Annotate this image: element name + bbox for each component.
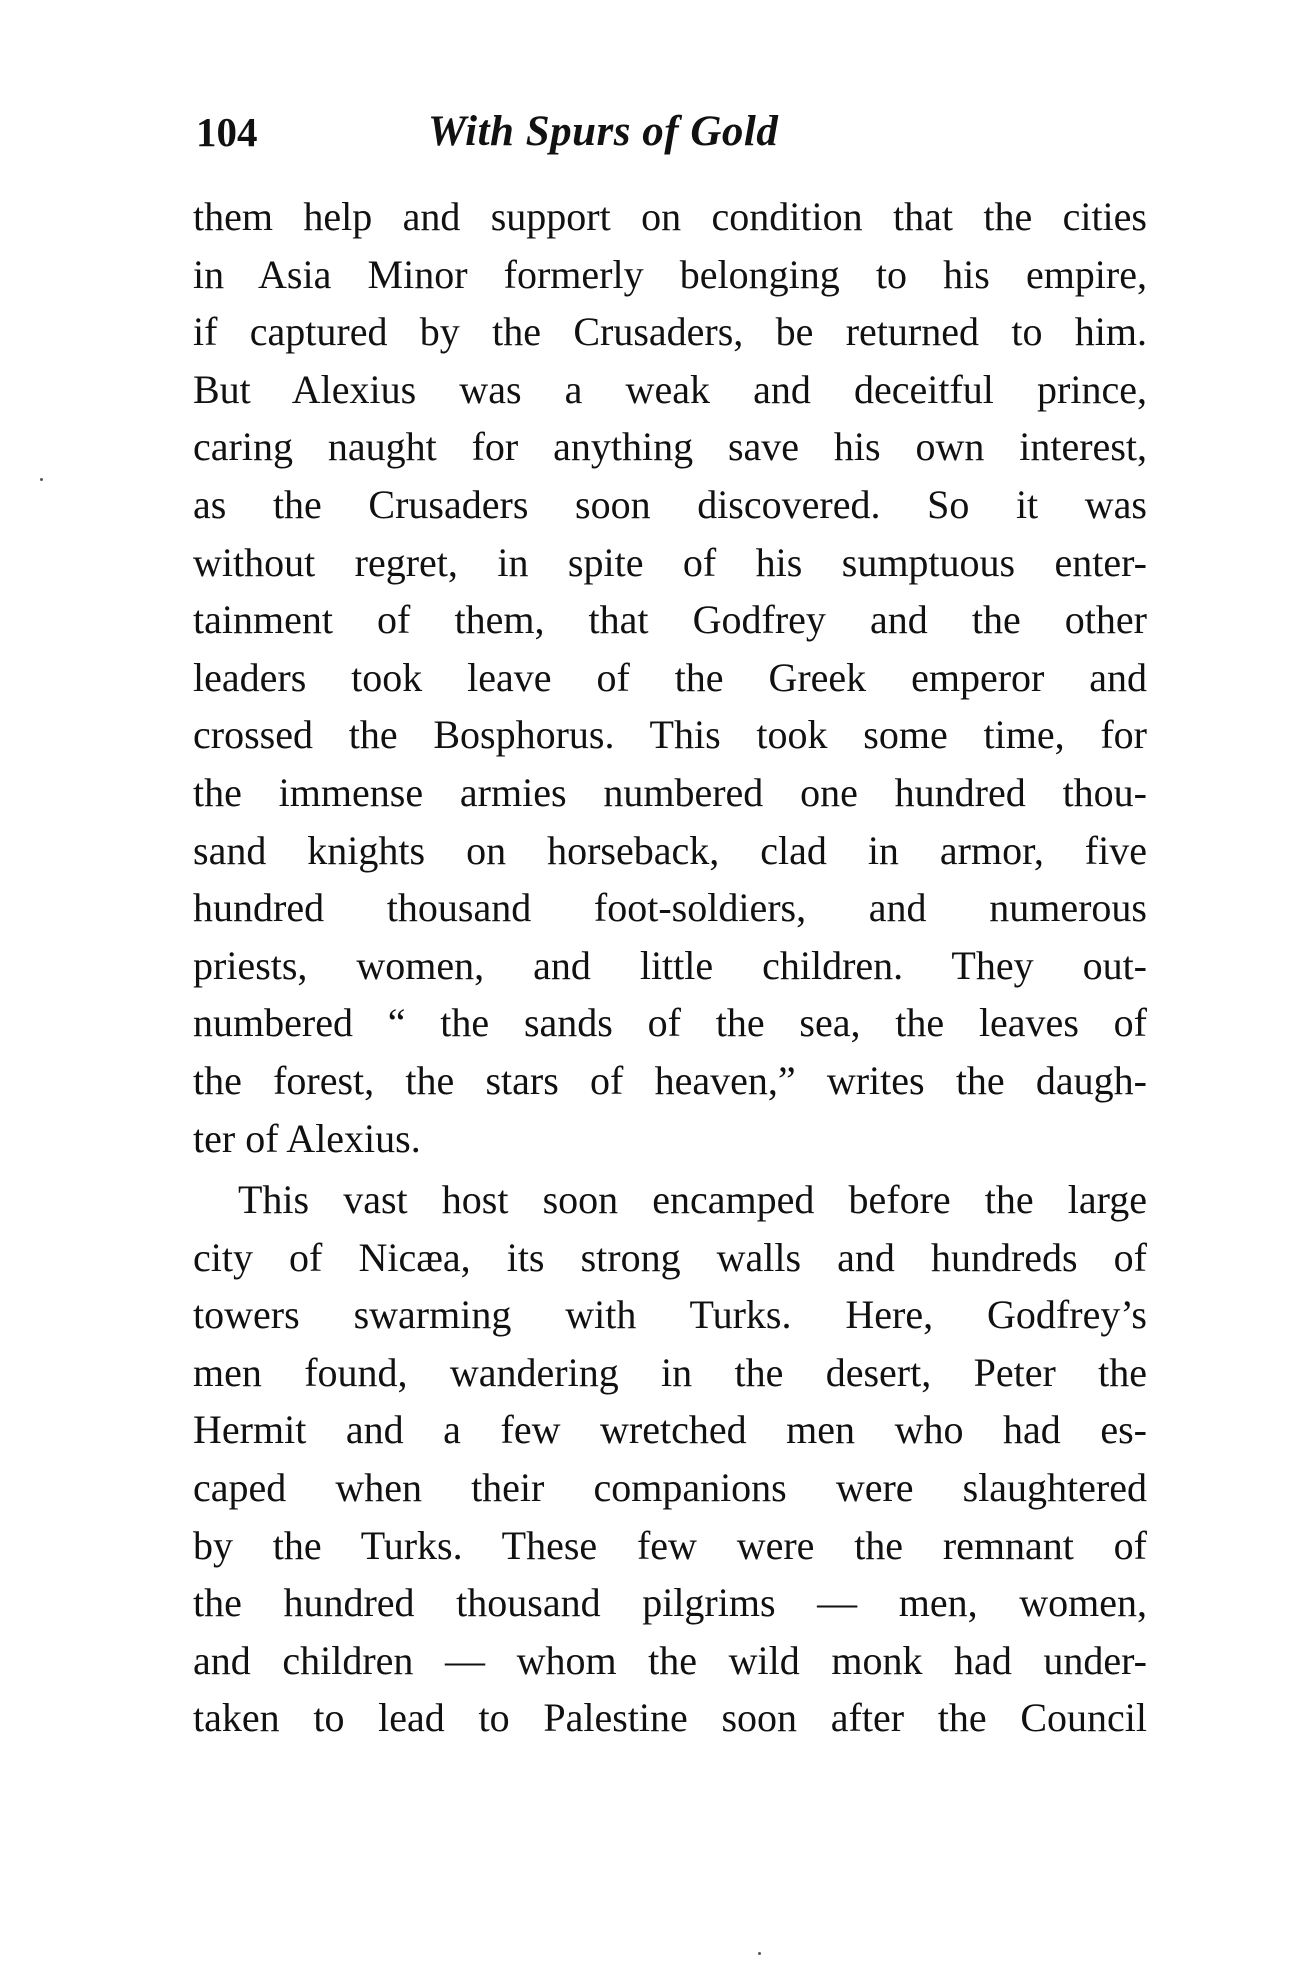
text-line: and children — whom the wild monk had under- (193, 1637, 1147, 1683)
text-line: numbered “ the sands of the sea, the leaves of (193, 1000, 1147, 1046)
running-title: With Spurs of Gold (428, 108, 779, 155)
text-line: city of Nicæa, its strong walls and hundreds of (193, 1234, 1147, 1280)
text-line: men found, wandering in the desert, Peter the (193, 1349, 1147, 1395)
text-line: by the Turks. These few were the remnant of (193, 1522, 1147, 1568)
text-line: But Alexius was a weak and deceitful prince, (193, 366, 1147, 412)
text-line: towers swarming with Turks. Here, Godfrey’s (193, 1292, 1147, 1338)
scan-speck (40, 478, 43, 481)
text-line: sand knights on horseback, clad in armor, five (193, 827, 1147, 873)
text-line: without regret, in spite of his sumptuous enter- (193, 539, 1147, 585)
paragraph (193, 188, 1147, 1167)
text-line: caped when their companions were slaughtered (193, 1465, 1147, 1511)
text-line: taken to lead to Palestine soon after the Council (193, 1695, 1147, 1741)
page-header (196, 102, 1156, 162)
text-line: leaders took leave of the Greek emperor and (193, 654, 1147, 700)
text-line: in Asia Minor formerly belonging to his empire, (193, 251, 1147, 297)
body-text (193, 188, 1147, 1747)
text-line: them help and support on condition that the cities (193, 194, 1147, 239)
text-line: the forest, the stars of heaven,” writes the daugh- (193, 1057, 1147, 1103)
text-line: as the Crusaders soon discovered. So it was (193, 481, 1147, 527)
text-line: crossed the Bosphorus. This took some time, for (193, 712, 1147, 758)
text-line: the immense armies numbered one hundred thou- (193, 769, 1147, 815)
text-line: the hundred thousand pilgrims — men, women, (193, 1580, 1147, 1626)
scan-speck (758, 1952, 761, 1955)
text-line: caring naught for anything save his own interest, (193, 424, 1147, 470)
text-line: Hermit and a few wretched men who had es- (193, 1407, 1147, 1453)
text-line: if captured by the Crusaders, be returned to him. (193, 309, 1147, 355)
text-line: ter of Alexius. (193, 1115, 421, 1161)
paragraph (193, 1171, 1147, 1747)
page-number: 104 (196, 109, 258, 155)
text-line: priests, women, and little children. They out- (193, 942, 1147, 988)
text-line: This vast host soon encamped before the large (238, 1177, 1147, 1223)
text-line: hundred thousand foot-soldiers, and numerous (193, 885, 1147, 931)
text-line: tainment of them, that Godfrey and the other (193, 597, 1147, 643)
